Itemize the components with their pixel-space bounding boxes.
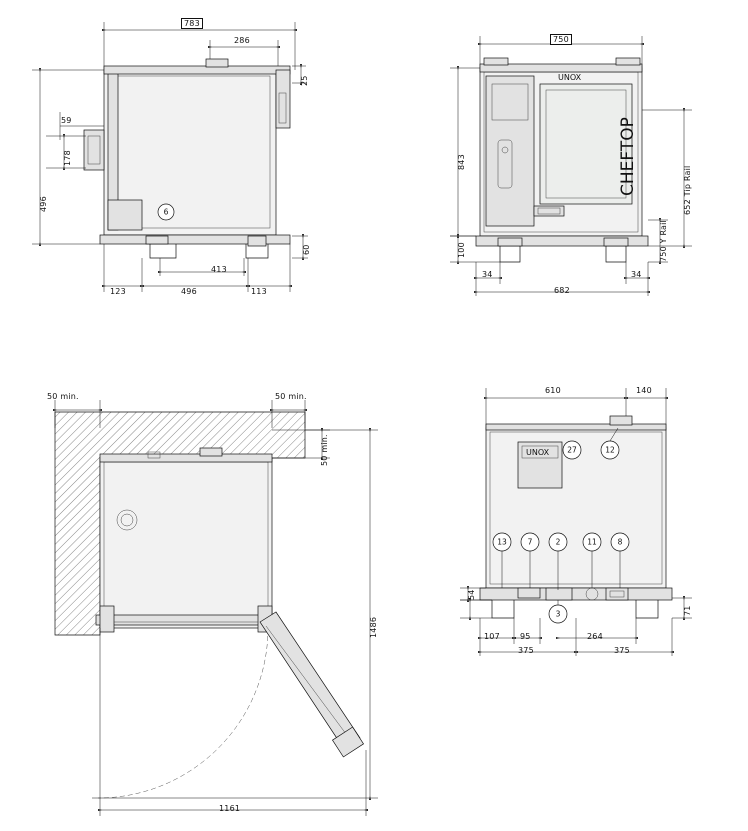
dim-1161: 1161: [219, 804, 241, 813]
dim-59: 59: [61, 116, 72, 125]
dim-652-tip-rail: 652 Tip Rail: [683, 165, 692, 215]
dim-264: 264: [587, 632, 603, 641]
balloon-6-text: 6: [163, 207, 169, 217]
dim-843: 843: [457, 154, 466, 170]
dim-95: 95: [520, 632, 531, 641]
dim-413: 413: [211, 265, 227, 274]
dim-375-left: 375: [518, 646, 534, 655]
dim-375-right: 375: [614, 646, 630, 655]
dim-496-bottom: 496: [181, 287, 197, 296]
svg-text:2: 2: [555, 537, 561, 547]
dim-750: 750: [550, 34, 572, 45]
door-swing-plan-view: [0, 370, 400, 831]
svg-text:27: 27: [567, 445, 577, 455]
dim-50-min-left: 50 min.: [47, 392, 79, 401]
dim-25: 25: [300, 75, 309, 86]
dim-107: 107: [484, 632, 500, 641]
dim-113: 113: [251, 287, 267, 296]
svg-text:11: 11: [587, 537, 597, 547]
dim-34-right: 34: [631, 270, 642, 279]
dim-54: 54: [467, 589, 476, 600]
rear-view-connections: [440, 370, 748, 831]
dim-123: 123: [110, 287, 126, 296]
dim-783: 783: [181, 18, 203, 29]
dim-610: 610: [545, 386, 561, 395]
dim-50-min-right: 50 min.: [275, 392, 307, 401]
svg-text:13: 13: [497, 537, 507, 547]
dim-100: 100: [457, 242, 466, 258]
svg-text:3: 3: [555, 609, 561, 619]
dim-34-left: 34: [482, 270, 493, 279]
svg-text:UNOX: UNOX: [526, 448, 550, 457]
side-elevation-view: [0, 0, 360, 330]
dim-286: 286: [234, 36, 250, 45]
svg-text:12: 12: [605, 445, 615, 455]
dim-682: 682: [554, 286, 570, 295]
dim-60: 60: [302, 244, 311, 255]
dim-50-min-top: 50 min.: [320, 434, 329, 466]
svg-text:7: 7: [527, 537, 533, 547]
dim-71: 71: [683, 605, 692, 616]
dim-178: 178: [63, 150, 72, 166]
svg-text:8: 8: [617, 537, 623, 547]
front-elevation-view: [380, 0, 748, 330]
dim-140: 140: [636, 386, 652, 395]
logo-text: UNOX: [558, 73, 582, 82]
dim-750-y-rail: 750 Y Rail: [659, 220, 668, 262]
brand-text: CHEFTOP: [618, 117, 638, 196]
dim-496-left: 496: [39, 196, 48, 212]
dim-1486: 1486: [369, 616, 378, 638]
